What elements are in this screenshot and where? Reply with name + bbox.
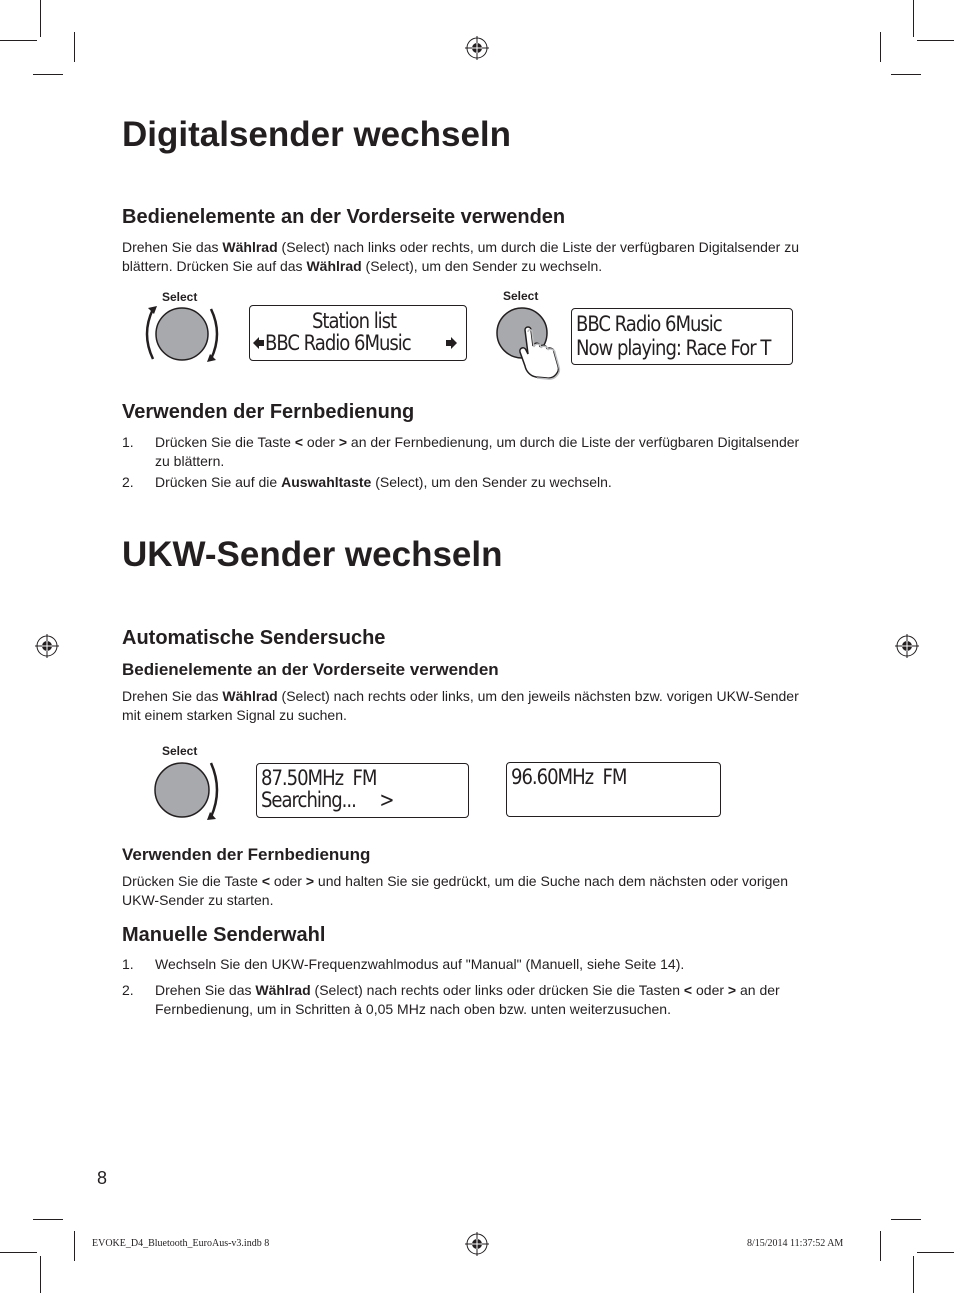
heading-remote-control: Verwenden der Fernbedienung	[122, 401, 415, 423]
paragraph-fm-remote: Drücken Sie die Taste < oder > und halten Sie sie gedrückt, um die Suche nach dem nächsten oder vorigen UKW-Sender zu starten.	[122, 873, 788, 908]
lcd-line-1: 96.60MHz FM	[511, 765, 627, 789]
lcd-line-1: 87.50MHz FM	[261, 766, 377, 790]
section-title-fm: UKW-Sender wechseln	[122, 535, 503, 574]
select-knob	[142, 303, 222, 365]
arrow-right-icon	[446, 337, 457, 349]
heading-manual-tuning: Manuelle Senderwahl	[122, 924, 326, 946]
select-knob-pressed	[492, 302, 572, 382]
section-title-digital: Digitalsender wechseln	[122, 115, 512, 154]
registration-mark-icon	[465, 1232, 489, 1256]
paragraph-fm-front-controls: Drehen Sie das Wählrad (Select) nach rechts oder links, um den jeweils nächsten bzw. vorigen UKW-Sender mit einem starken Signal zu suchen.	[122, 688, 799, 723]
heading-auto-search: Automatische Sendersuche	[122, 627, 386, 649]
subheading-front-controls: Bedienelemente an der Vorderseite verwenden	[122, 660, 499, 679]
page-number: 8	[97, 1168, 108, 1188]
lcd-line-2: Searching... >	[261, 788, 394, 812]
lcd-display-fm-station	[506, 762, 721, 817]
lcd-line-1: BBC Radio 6Music	[576, 312, 722, 336]
paragraph-front-controls: Drehen Sie das Wählrad (Select) nach links oder rechts, um durch die Liste der verfügbaren Digitalsender zu blättern. Drücken Sie auf das Wählrad (Select), um den Sender zu wechseln.	[122, 239, 800, 274]
select-label: Select	[503, 289, 539, 303]
lcd-line-2: Now playing: Race For T	[576, 336, 771, 360]
lcd-display-now-playing	[571, 308, 793, 365]
footer-filename: EVOKE_D4_Bluetooth_EuroAus-v3.indb 8	[92, 1238, 270, 1249]
lcd-display-fm-searching	[256, 763, 469, 818]
registration-mark-icon	[35, 634, 59, 658]
select-label: Select	[162, 744, 198, 758]
registration-mark-icon	[895, 634, 919, 658]
heading-front-controls: Bedienelemente an der Vorderseite verwenden	[122, 206, 566, 228]
arrow-left-icon	[253, 337, 264, 349]
select-label: Select	[162, 290, 198, 304]
footer-timestamp: 8/15/2014 11:37:52 AM	[747, 1238, 844, 1249]
lcd-line-1: Station list	[312, 309, 397, 333]
registration-mark-icon	[465, 36, 489, 60]
subheading-remote-control: Verwenden der Fernbedienung	[122, 845, 371, 864]
select-knob	[150, 758, 226, 822]
lcd-display-station-list	[249, 305, 467, 361]
lcd-line-2: BBC Radio 6Music	[265, 331, 411, 355]
rotate-arrows-icon	[211, 763, 217, 817]
